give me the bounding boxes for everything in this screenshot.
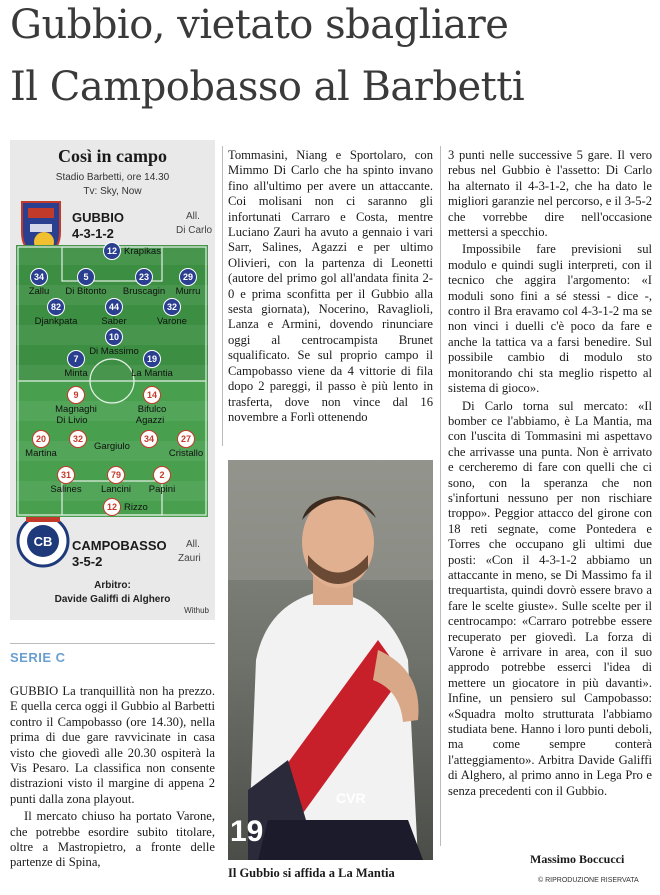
campobasso-crest-icon <box>16 514 70 568</box>
away-player: 32 <box>48 429 108 448</box>
shirt-sponsor: CVR <box>336 790 366 806</box>
headline-line1: Gubbio, vietato sbagliare <box>10 2 509 48</box>
paragraph: Di Carlo torna sul mercato: «Il bomber ce l'abbiamo, è La Mantia, ma con l'uscita di Tommasini mi aspettavo che arrivasse una punta. Non è arrivato e cercheremo di fare con quelli che ci sono, con la speranza che non s'infortuni nessuno per non rischiare troppo». Peggior attacco del girone con 18 reti segnate, come Pontedera e Torres che occupano gli ultimi due posti: «Con il 4-3-1-2 abbiamo un attaccante in meno, se Di Massimo fa il trequartista, quindi dovrò essere bravo a fare le scelte giuste». Sulle scelte per il centrocampo: «Carraro potrebbe essere recuperato per giovedì. La forza di Varone è arrivare in area, con il suo approdo potrebbe esserci l'idea di mettere un giocatore in più davanti». Infine, un pensiero sul Campobasso: «Squadra molto strutturata l'abbiamo studiata bene. Hanno i loro punti deboli, ma come sempre conterà l'atteggiamento». Arbitra Davide Galiffi di Alghero, al primo anno in Lega Pro e senza precedenti con il Gubbio. <box>448 398 652 798</box>
home-player: 19 La Mantia <box>122 349 182 379</box>
away-team-formation: 3-5-2 <box>72 554 103 569</box>
photo-caption: Il Gubbio si affida a La Mantia <box>228 866 395 880</box>
home-player: 5 Di Bitonto <box>56 267 116 297</box>
away-player: 34 <box>119 429 179 448</box>
home-player: 44 Saber <box>84 297 144 327</box>
lineup-tv: Tv: Sky, Now <box>83 186 142 197</box>
away-coach: Zauri <box>178 553 201 564</box>
away-player: 14 Bifulco <box>122 385 182 415</box>
home-coach: Di Carlo <box>176 225 213 236</box>
home-player: 10 Di Massimo <box>84 327 144 357</box>
section-divider <box>10 643 215 644</box>
home-player: 34 Zallu <box>9 267 69 297</box>
paragraph: Tommasini, Niang e Sportolaro, con Mimmo Di Carlo che ha spinto invano fino all'ultimo per avere un attaccante. Coi molisani non ci saranno gli infortunati Carraro e Costa, mentre Luciano Zauri ha avuto a gennaio i vari Sarr, Salines, Agazzi e per ultimo Olivieri, con la partenza di Leonetti (autore del primo gol all'andata finita 2-0 e prima sconfitta per il Gubbio alla sesta giornata), Nocerino, Ravaglioli, Lanza e Armini, dovendo rinunciare oggi al centrocampista Brunet squalificato. Se sul proprio campo il Campobasso viene da 4 vittorie di fila dopo 2 pareggi, il passo è più lento in trasferta, dove non vince dal 16 novembre a Forlì ottenendo <box>228 148 433 424</box>
lineup-venue: Stadio Barbetti, ore 14.30 <box>55 172 170 183</box>
home-player: 12 Krapikas <box>103 241 203 260</box>
away-team-name: CAMPOBASSO <box>72 538 167 553</box>
paragraph: Il mercato chiuso ha portato Varone, che potrebbe esordire subito titolare, oltre a Mastropietro, a fronte delle partenze di Spina, <box>10 809 215 870</box>
home-player: 29 Murru <box>158 267 218 297</box>
player-photo <box>228 460 433 860</box>
headline-line2: Il Campobasso al Barbetti <box>10 64 525 110</box>
home-coach-label: All. <box>186 211 200 222</box>
shirt-number: 19 <box>230 815 264 848</box>
away-player: 2 Papini <box>132 465 192 495</box>
away-player: Agazzi <box>135 415 165 426</box>
paragraph: Impossibile fare previsioni sul modulo e quindi sugli interpreti, con il tecnico che aggira l'argomento: «I moduli sono fini a sé stessi - dice -, contro il Bra eravamo col 4-3-1-2 ma se non vinci i duelli c'è poco da fare e anche la tattica va a farsi benedire. Sul possibile cambio di modulo sto monitorando chi sta meglio rispetto al sistema di gioco». <box>448 242 652 396</box>
article-col3 <box>448 148 652 799</box>
away-player: 20 Martina <box>11 429 71 459</box>
referee-label: Arbitro: <box>94 580 131 591</box>
copyright: © RIPRODUZIONE RISERVATA <box>538 877 639 884</box>
player-photo-image <box>228 460 433 860</box>
home-team-formation: 4-3-1-2 <box>72 226 114 241</box>
article-col1 <box>10 684 215 871</box>
away-player: Gargiulo <box>94 441 130 452</box>
away-player: 12 Rizzo <box>103 497 203 516</box>
away-coach-label: All. <box>186 539 200 550</box>
photo-credit: Withub <box>184 606 209 615</box>
home-player: 7 Minta <box>46 349 106 379</box>
home-player: 32 Varone <box>142 297 202 327</box>
away-player: 27 Cristallo <box>156 429 216 459</box>
paragraph: 3 punti nelle successive 5 gare. Il vero rebus nel Gubbio è l'assetto: Di Carlo ha alternato il 4-3-1-2, che ha dato le migliori garanzie nel percorso, e il 3-5-2 che vorrebbe dire nell'occasione mettersi a specchio. <box>448 148 652 240</box>
referee-name: Davide Galiffi di Alghero <box>54 594 171 605</box>
column-divider <box>222 146 223 446</box>
away-player: Di Livio <box>56 415 88 426</box>
article-col2 <box>228 148 433 425</box>
pitch <box>16 245 208 517</box>
home-player: 82 Djankpata <box>26 297 86 327</box>
lineup-title: Così in campo <box>57 146 167 166</box>
home-team-name: GUBBIO <box>72 210 124 225</box>
column-divider <box>440 146 441 846</box>
section-label: SERIE C <box>10 650 66 665</box>
svg-text:CB: CB <box>33 534 53 549</box>
away-player: 9 Magnaghi <box>46 385 106 415</box>
away-player: 79 Lancini <box>86 465 146 495</box>
paragraph: GUBBIO La tranquillità non ha prezzo. E quella cerca oggi il Gubbio al Barbetti contro il Campobasso (ore 14.30), nella prima di due gare ravvicinate in casa visto che giovedì alle 20.30 ospiterà la Vis Pesaro. La classifica non consente distrazioni visto il margine di appena 2 punti dalla zona playout. <box>10 684 215 806</box>
away-player: 31 Salines <box>36 465 96 495</box>
author: Massimo Boccucci <box>530 852 625 866</box>
home-player: 23 Bruscagin <box>114 267 174 297</box>
